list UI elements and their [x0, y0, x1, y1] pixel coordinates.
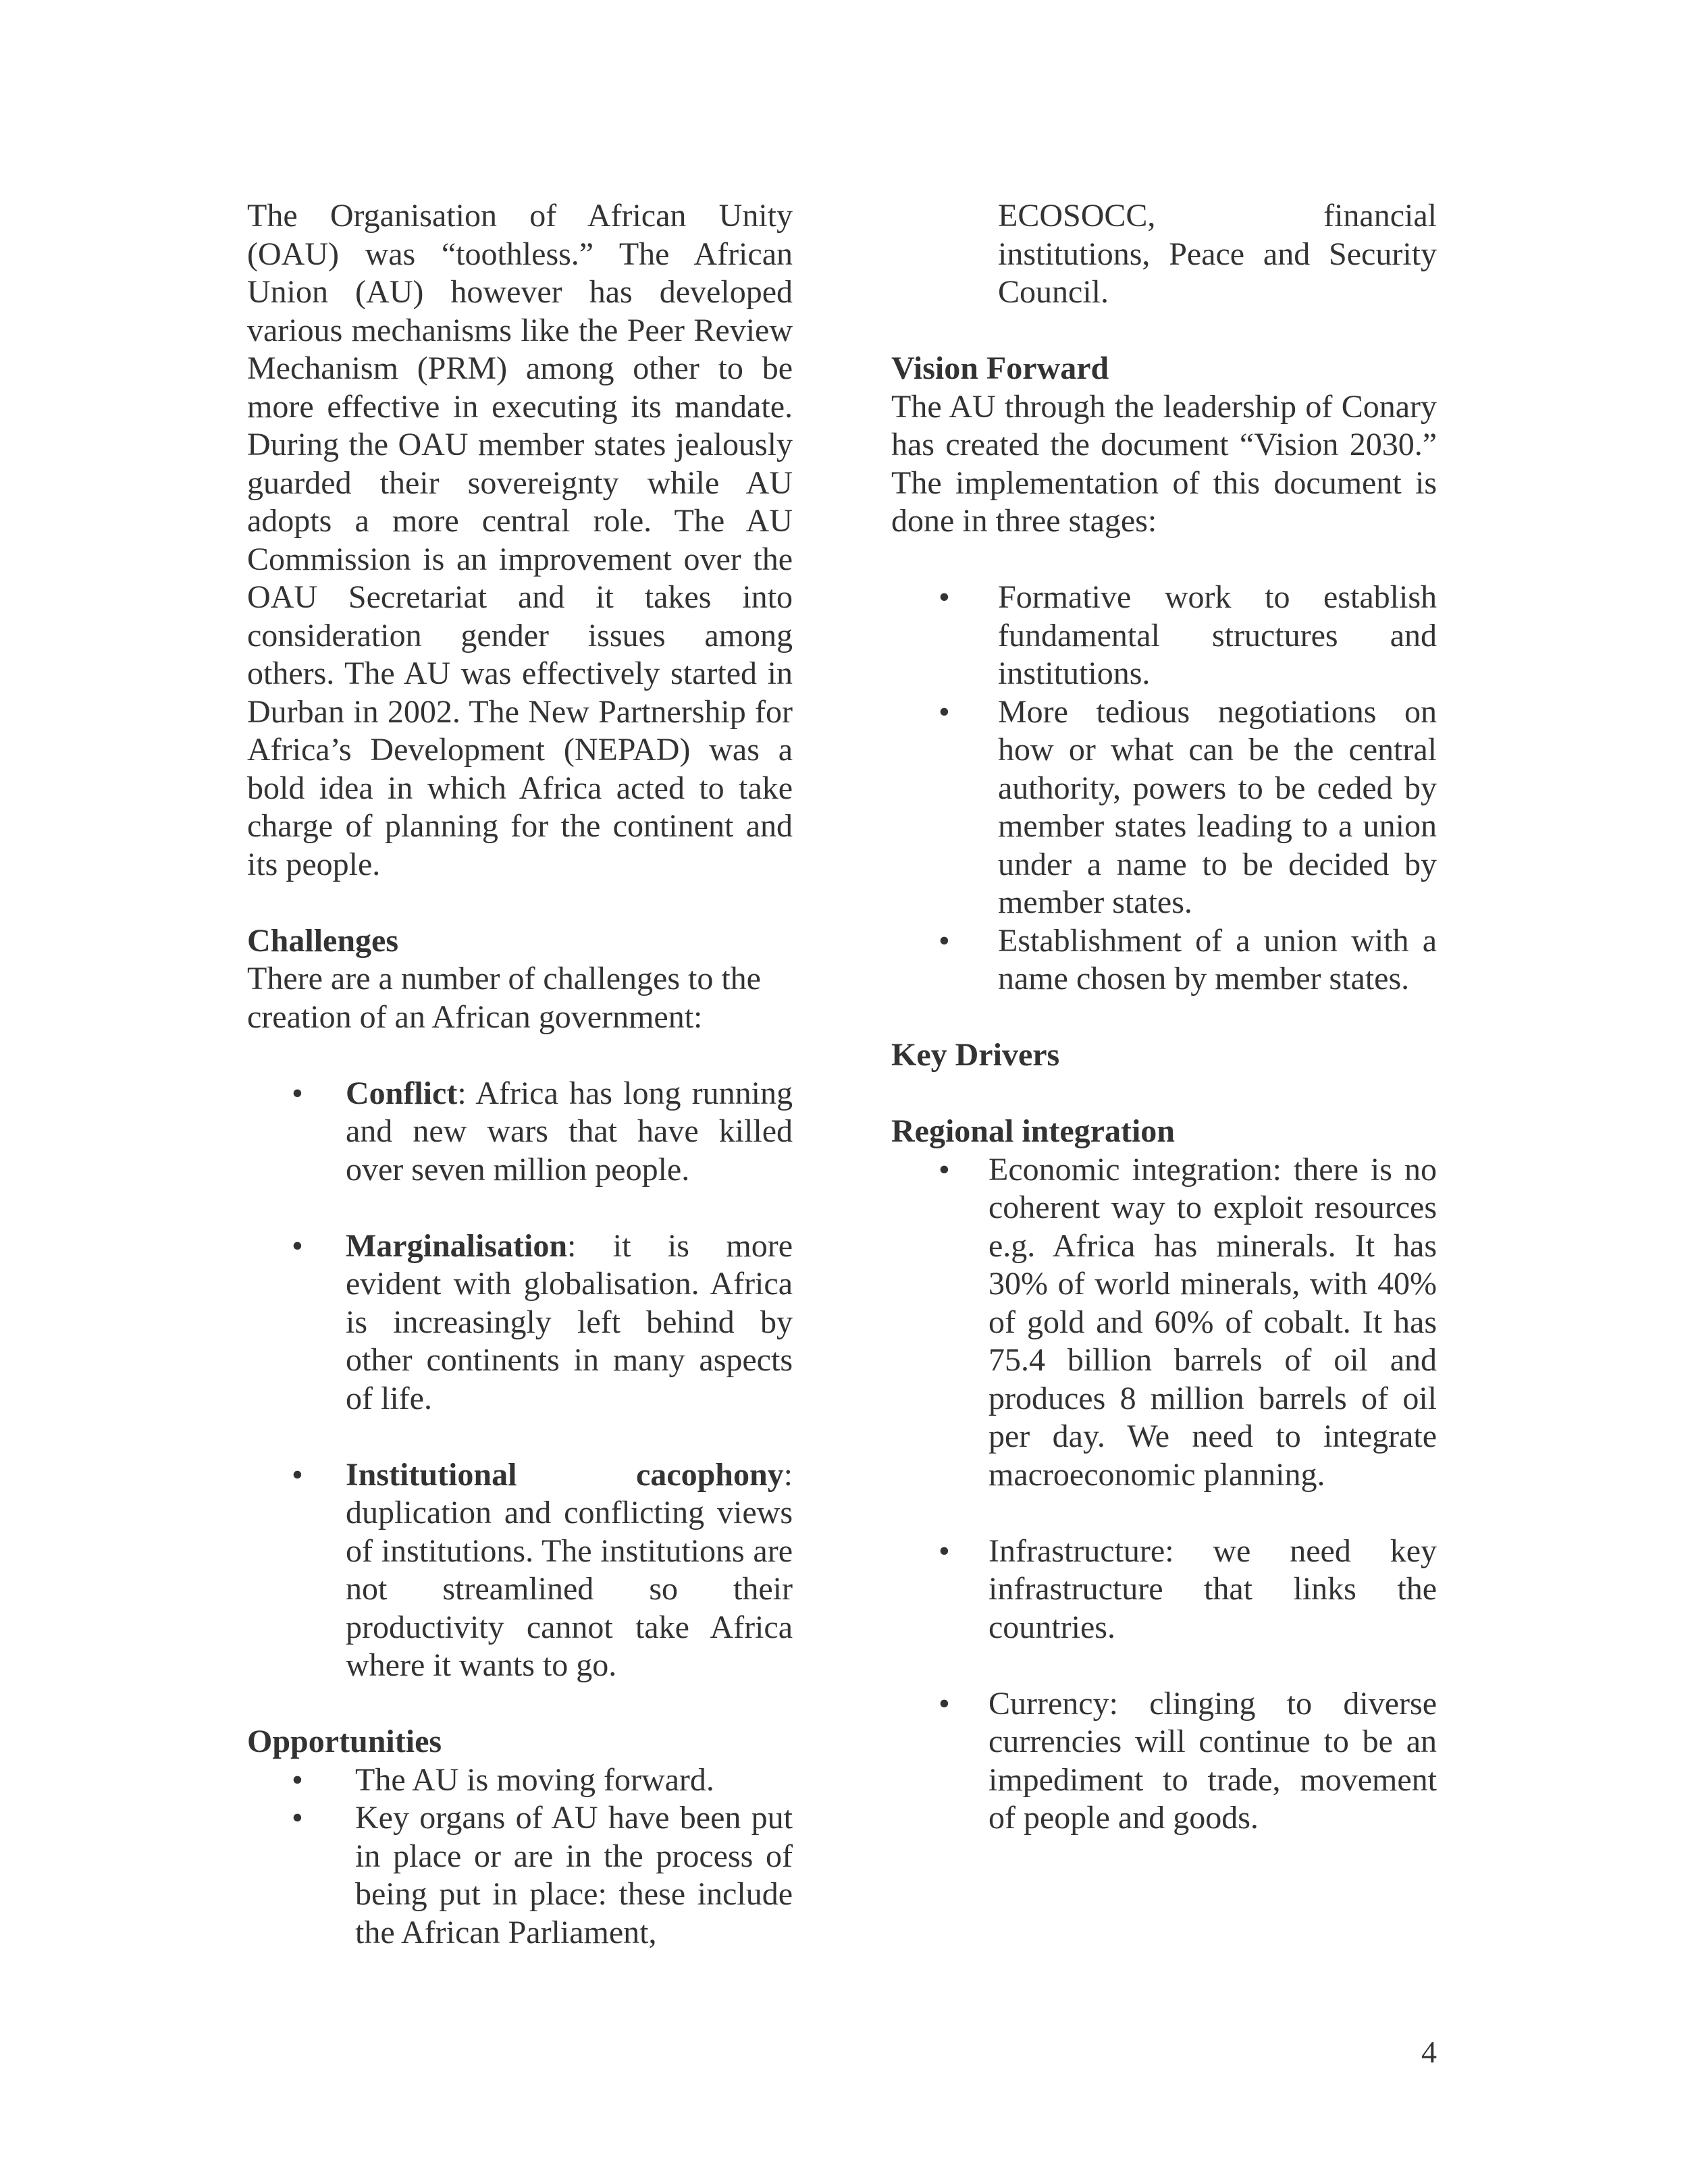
bullet-icon: •: [939, 1533, 950, 1569]
list-item: [891, 922, 1437, 998]
list-item: [247, 1227, 793, 1418]
vision-paragraph: The AU through the leadership of Conary has created the document “Vision 2030.” The implementation of this document is done in three stages:: [891, 388, 1437, 539]
challenge-term: Marginalisation: [346, 1227, 568, 1264]
challenge-term: Institutional cacophony: [346, 1456, 784, 1493]
driver-text: Currency: clinging to diverse currencies will continue to be an impediment to trade, movement of people and goods.: [988, 1685, 1437, 1836]
driver-text: Infrastructure: we need key infrastructure that links the countries.: [988, 1533, 1437, 1645]
bullet-icon: •: [292, 1456, 303, 1493]
key-drivers-heading: Key Drivers: [891, 1037, 1060, 1073]
right-column: [891, 197, 1437, 1838]
opportunity-text: The AU is moving forward.: [355, 1761, 714, 1798]
regional-integration-list: [891, 1151, 1437, 1838]
list-item: [891, 1685, 1437, 1838]
stage-text: More tedious negotiations on how or what can be the central authority, powers to be ceded by member states leading to a union under a name to be decided by member states.: [998, 693, 1437, 920]
driver-text: Economic integration: there is no coherent way to exploit resources e.g. Africa has minerals. It has 30% of world minerals, with 40% of gold and 60% of cobalt. It has 75.4 billion barrels of oil and produces 8 million barrels of oil per day. We need to integrate macroeconomic planning.: [988, 1151, 1437, 1493]
list-item: [891, 1151, 1437, 1495]
challenge-term: Conflict: [346, 1075, 458, 1111]
page-number: 4: [1421, 2035, 1437, 2069]
bullet-icon: •: [292, 1761, 303, 1798]
list-item: [247, 1799, 793, 1952]
bullet-icon: •: [939, 579, 950, 615]
bullet-icon: •: [939, 693, 950, 730]
list-item: [247, 1075, 793, 1190]
challenge-text: : duplication and conflicting views of institutions. The institutions are not streamlined so their productivity cannot take Africa where it wants to go.: [346, 1456, 793, 1683]
challenges-list: [247, 1075, 793, 1685]
bullet-icon: •: [292, 1075, 303, 1111]
opportunity-text: Key organs of AU have been put in place or are in the process of being put in place: these include the African Parliament,: [355, 1800, 793, 1950]
left-column: [247, 197, 793, 1952]
challenges-heading: Challenges: [247, 922, 399, 959]
list-item: [891, 579, 1437, 693]
challenge-text: : it is more evident with globalisation. Africa is increasingly left behind by other continents in many aspects of life.: [346, 1227, 793, 1416]
stage-text: Formative work to establish fundamental structures and institutions.: [998, 579, 1437, 691]
list-item: [247, 1456, 793, 1685]
list-item: [891, 693, 1437, 922]
regional-integration-heading: Regional integration: [891, 1113, 1175, 1149]
challenges-intro: There are a number of challenges to the creation of an African government:: [247, 961, 761, 1035]
list-item: [891, 1533, 1437, 1647]
list-item: [247, 1761, 793, 1800]
challenge-text: : Africa has long running and new wars that have killed over seven million people.: [346, 1075, 793, 1188]
opportunities-list: [247, 1761, 793, 1952]
opportunities-heading: Opportunities: [247, 1724, 442, 1759]
vision-stages-list: [891, 579, 1437, 998]
intro-paragraph: The Organisation of African Unity (OAU) was “toothless.” The African Union (AU) however has developed various mechanisms like the Peer Review Mechanism (PRM) among other to be more effective in executing its mandate. During the OAU member states jealously guarded their sovereignty while AU adopts a more central role. The AU Commission is an improvement over the OAU Secretariat and it takes into consideration gender issues among others. The AU was effectively started in Durban in 2002. The New Partnership for Africa’s Development (NEPAD) was a bold idea in which Africa acted to take charge of planning for the continent and its people.: [247, 198, 793, 882]
bullet-icon: •: [939, 1685, 950, 1722]
bullet-icon: •: [939, 1151, 950, 1188]
stage-text: Establishment of a union with a name chosen by member states.: [998, 922, 1437, 996]
bullet-icon: •: [292, 1227, 303, 1264]
bullet-icon: •: [292, 1800, 303, 1836]
vision-heading: Vision Forward: [891, 350, 1109, 386]
continuation-text: ECOSOCC, financial institutions, Peace and Security Council.: [998, 198, 1437, 310]
bullet-icon: •: [939, 922, 950, 959]
